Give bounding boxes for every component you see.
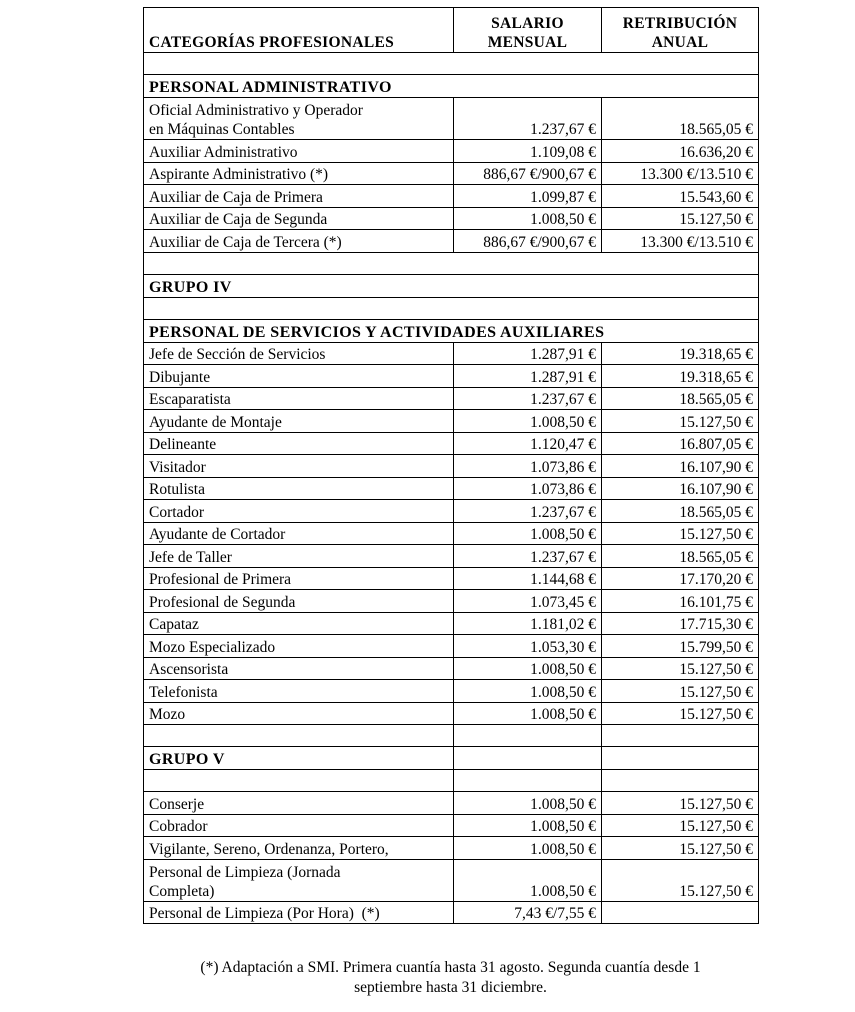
section-title: PERSONAL DE SERVICIOS Y ACTIVIDADES AUXILIARES <box>144 319 759 342</box>
monthly-cell: 886,67 €/900,67 € <box>454 162 602 185</box>
category-line1: Oficial Administrativo y Operador <box>149 102 363 119</box>
category-cell: Conserje <box>144 792 454 815</box>
category-cell: Personal de Limpieza (Por Hora) (*) <box>144 901 454 924</box>
annual-cell: 15.127,50 € <box>602 522 759 545</box>
category-cell: Dibujante <box>144 365 454 388</box>
monthly-cell: 1.073,45 € <box>454 590 602 613</box>
monthly-cell: 1.109,08 € <box>454 140 602 163</box>
monthly-cell: 1.053,30 € <box>454 635 602 658</box>
monthly-cell: 1.008,50 € <box>454 702 602 725</box>
category-cell: Auxiliar de Caja de Segunda <box>144 207 454 230</box>
category-cell: Profesional de Primera <box>144 567 454 590</box>
monthly-cell: 1.181,02 € <box>454 612 602 635</box>
header-monthly-line2: MENSUAL <box>487 34 568 51</box>
table-row <box>144 792 759 815</box>
table-row <box>144 140 759 163</box>
table-row <box>144 901 759 924</box>
table-row <box>144 477 759 500</box>
spacer-cell <box>454 725 602 747</box>
section-title: GRUPO IV <box>144 274 759 297</box>
category-cell: Capataz <box>144 612 454 635</box>
table-row <box>144 207 759 230</box>
annual-cell: 15.127,50 € <box>602 207 759 230</box>
annual-cell: 18.565,05 € <box>602 545 759 568</box>
footnote-line1: (*) Adaptación a SMI. Primera cuantía hasta 31 agosto. Segunda cuantía desde 1 <box>200 959 701 976</box>
table-row <box>144 365 759 388</box>
category-cell: Mozo Especializado <box>144 635 454 658</box>
table-row <box>144 432 759 455</box>
table-row <box>144 859 759 901</box>
annual-cell: 18.565,05 € <box>602 387 759 410</box>
monthly-cell: 1.073,86 € <box>454 455 602 478</box>
monthly-cell: 1.237,67 € <box>454 387 602 410</box>
category-cell: Vigilante, Sereno, Ordenanza, Portero, <box>144 837 454 860</box>
category-cell: Profesional de Segunda <box>144 590 454 613</box>
monthly-cell: 1.120,47 € <box>454 432 602 455</box>
table-row <box>144 162 759 185</box>
annual-cell: 15.127,50 € <box>602 702 759 725</box>
table-row <box>144 612 759 635</box>
monthly-cell: 1.008,50 € <box>454 792 602 815</box>
annual-cell: 15.799,50 € <box>602 635 759 658</box>
spacer-cell <box>144 770 454 792</box>
category-cell <box>144 859 454 901</box>
monthly-cell: 7,43 €/7,55 € <box>454 901 602 924</box>
category-cell: Ayudante de Montaje <box>144 410 454 433</box>
section-header-servicios <box>144 319 759 342</box>
header-category-label: CATEGORÍAS PROFESIONALES <box>149 34 395 51</box>
table-row <box>144 545 759 568</box>
spacer-cell <box>454 770 602 792</box>
monthly-cell: 1.073,86 € <box>454 477 602 500</box>
monthly-cell: 1.287,91 € <box>454 365 602 388</box>
table-row <box>144 702 759 725</box>
annual-cell: 15.127,50 € <box>602 814 759 837</box>
section-title: GRUPO V <box>144 747 454 770</box>
monthly-cell: 1.008,50 € <box>454 522 602 545</box>
header-category <box>144 8 454 53</box>
annual-cell: 15.127,50 € <box>602 657 759 680</box>
annual-cell: 19.318,65 € <box>602 342 759 365</box>
table-row <box>144 410 759 433</box>
section-header-grupo-v <box>144 747 759 770</box>
monthly-cell: 1.008,50 € <box>454 207 602 230</box>
table-row <box>144 590 759 613</box>
table-row <box>144 342 759 365</box>
category-cell: Auxiliar Administrativo <box>144 140 454 163</box>
section-header-grupo-iv <box>144 274 759 297</box>
category-line2: Completa) <box>149 882 215 900</box>
annual-cell: 15.543,60 € <box>602 185 759 208</box>
category-cell: Jefe de Taller <box>144 545 454 568</box>
table-row <box>144 387 759 410</box>
spacer-row <box>144 770 759 792</box>
section-header-admin <box>144 75 759 98</box>
annual-cell: 13.300 €/13.510 € <box>602 230 759 253</box>
category-cell: Escaparatista <box>144 387 454 410</box>
table-row <box>144 814 759 837</box>
category-cell: Cobrador <box>144 814 454 837</box>
spacer-row <box>144 53 759 75</box>
footnote-line2: septiembre hasta 31 diciembre. <box>354 979 547 996</box>
spacer-cell <box>602 770 759 792</box>
annual-cell: 16.101,75 € <box>602 590 759 613</box>
category-cell <box>144 98 454 140</box>
header-monthly-line1: SALARIO <box>491 15 564 32</box>
header-monthly <box>454 8 602 53</box>
monthly-cell: 1.008,50 € <box>454 814 602 837</box>
annual-cell: 15.127,50 € <box>602 680 759 703</box>
monthly-cell: 1.287,91 € <box>454 342 602 365</box>
monthly-cell: 1.008,50 € <box>454 837 602 860</box>
annual-cell <box>602 901 759 924</box>
table-row <box>144 657 759 680</box>
category-cell: Auxiliar de Caja de Primera <box>144 185 454 208</box>
table-row <box>144 500 759 523</box>
monthly-cell: 1.237,67 € <box>454 500 602 523</box>
spacer-cell <box>454 747 602 770</box>
monthly-cell: 1.008,50 € <box>454 859 602 901</box>
category-cell: Cortador <box>144 500 454 523</box>
annual-cell: 17.715,30 € <box>602 612 759 635</box>
annual-cell: 16.107,90 € <box>602 477 759 500</box>
category-cell: Delineante <box>144 432 454 455</box>
table-row <box>144 98 759 140</box>
monthly-cell: 1.237,67 € <box>454 98 602 140</box>
annual-cell: 18.565,05 € <box>602 98 759 140</box>
annual-cell: 16.107,90 € <box>602 455 759 478</box>
annual-cell: 16.636,20 € <box>602 140 759 163</box>
monthly-cell: 1.144,68 € <box>454 567 602 590</box>
monthly-cell: 886,67 €/900,67 € <box>454 230 602 253</box>
header-annual-line1: RETRIBUCIÓN <box>622 15 738 32</box>
header-annual <box>602 8 759 53</box>
spacer-row <box>144 725 759 747</box>
category-cell: Aspirante Administrativo (*) <box>144 162 454 185</box>
monthly-cell: 1.099,87 € <box>454 185 602 208</box>
category-cell: Telefonista <box>144 680 454 703</box>
table-row <box>144 567 759 590</box>
annual-cell: 15.127,50 € <box>602 792 759 815</box>
spacer-cell <box>144 252 759 274</box>
section-title: PERSONAL ADMINISTRATIVO <box>144 75 759 98</box>
annual-cell: 19.318,65 € <box>602 365 759 388</box>
table-row <box>144 522 759 545</box>
table-header <box>144 8 759 53</box>
table-row <box>144 837 759 860</box>
annual-cell: 15.127,50 € <box>602 837 759 860</box>
header-annual-line2: ANUAL <box>651 34 709 51</box>
spacer-cell <box>144 725 454 747</box>
table-row <box>144 680 759 703</box>
category-line2: en Máquinas Contables <box>149 121 295 138</box>
monthly-cell: 1.008,50 € <box>454 410 602 433</box>
category-line1: Personal de Limpieza (Jornada <box>149 863 341 881</box>
spacer-cell <box>602 725 759 747</box>
category-cell: Rotulista <box>144 477 454 500</box>
category-cell: Visitador <box>144 455 454 478</box>
salary-table <box>143 7 759 924</box>
annual-cell: 16.807,05 € <box>602 432 759 455</box>
annual-cell: 18.565,05 € <box>602 500 759 523</box>
monthly-cell: 1.008,50 € <box>454 657 602 680</box>
annual-cell: 15.127,50 € <box>602 410 759 433</box>
spacer-row <box>144 297 759 319</box>
category-cell: Jefe de Sección de Servicios <box>144 342 454 365</box>
category-cell: Auxiliar de Caja de Tercera (*) <box>144 230 454 253</box>
annual-cell: 13.300 €/13.510 € <box>602 162 759 185</box>
table-row <box>144 185 759 208</box>
annual-cell: 17.170,20 € <box>602 567 759 590</box>
spacer-cell <box>144 297 759 319</box>
category-cell: Mozo <box>144 702 454 725</box>
spacer-cell <box>602 747 759 770</box>
table-row <box>144 635 759 658</box>
monthly-cell: 1.237,67 € <box>454 545 602 568</box>
footnote <box>143 958 758 998</box>
category-cell: Ayudante de Cortador <box>144 522 454 545</box>
table-row <box>144 455 759 478</box>
spacer-row <box>144 252 759 274</box>
table-row <box>144 230 759 253</box>
category-cell: Ascensorista <box>144 657 454 680</box>
annual-cell: 15.127,50 € <box>602 859 759 901</box>
spacer-cell <box>144 53 759 75</box>
monthly-cell: 1.008,50 € <box>454 680 602 703</box>
